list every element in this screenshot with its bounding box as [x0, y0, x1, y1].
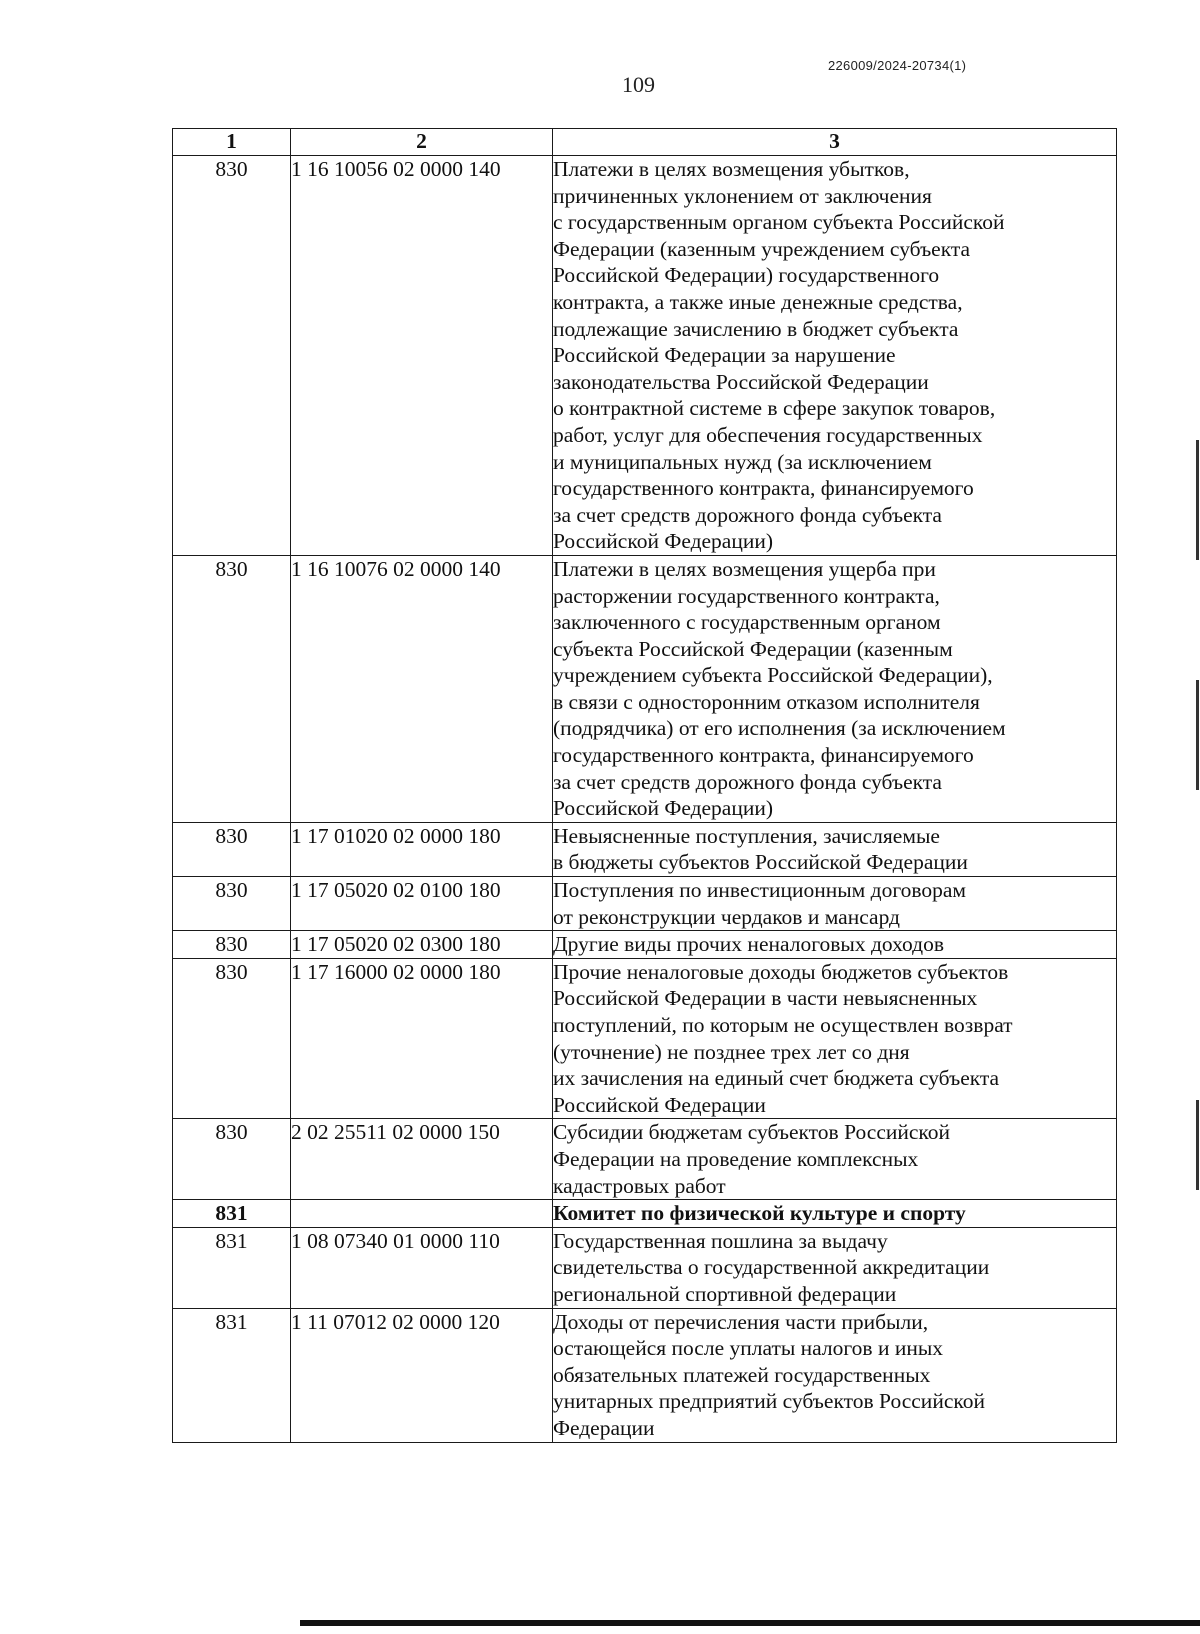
description-line: Российской Федерации) государственного: [553, 263, 940, 288]
scan-edge-mark: [1196, 440, 1199, 560]
description-line: Другие виды прочих неналоговых доходов: [553, 932, 945, 957]
description-cell: [553, 156, 1117, 556]
description-line: их зачисления на единый счет бюджета субъекта: [553, 1066, 1000, 1091]
description-cell: [553, 931, 1117, 959]
description-cell: [553, 822, 1117, 876]
description-line: в связи с односторонним отказом исполнителя: [553, 689, 980, 714]
admin-code-cell: 830: [173, 931, 291, 959]
description-line: Российской Федерации: [553, 1092, 766, 1117]
description-line: Федерации на проведение комплексных: [553, 1146, 919, 1171]
description-line: кадастровых работ: [553, 1173, 726, 1198]
budget-classification-table: [172, 128, 1117, 1443]
table-row: [173, 156, 1117, 556]
kbk-code-cell: 1 17 01020 02 0000 180: [291, 822, 553, 876]
description-line: (уточнение) не позднее трех лет со дня: [553, 1039, 910, 1064]
kbk-code-cell: 1 17 05020 02 0300 180: [291, 931, 553, 959]
kbk-code-cell: 1 16 10076 02 0000 140: [291, 555, 553, 822]
admin-code-cell: 831: [173, 1200, 291, 1228]
description-line: поступлений, по которым не осуществлен возврат: [553, 1013, 1013, 1037]
description-line: Комитет по физической культуре и спорту: [553, 1201, 966, 1226]
description-line: учреждением субъекта Российской Федерации),: [553, 663, 993, 688]
kbk-code-cell: 1 17 16000 02 0000 180: [291, 958, 553, 1119]
scan-edge-mark: [1196, 1100, 1199, 1190]
kbk-code-cell: 2 02 25511 02 0000 150: [291, 1119, 553, 1200]
description-line: Невыясненные поступления, зачисляемые: [553, 823, 940, 848]
description-line: Федерации (казенным учреждением субъекта: [553, 236, 971, 261]
kbk-code-cell: 1 08 07340 01 0000 110: [291, 1227, 553, 1308]
description-line: Российской Федерации в части невыясненных: [553, 986, 978, 1011]
description-line: в бюджеты субъектов Российской Федерации: [553, 850, 968, 875]
section-header-row: [173, 1200, 1117, 1228]
table-row: [173, 877, 1117, 931]
description-line: государственного контракта, финансируемого: [553, 476, 974, 501]
description-line: подлежащие зачислению в бюджет субъекта: [553, 316, 959, 341]
description-line: Платежи в целях возмещения ущерба при: [553, 556, 936, 581]
description-line: Поступления по инвестиционным договорам: [553, 878, 967, 903]
description-line: унитарных предприятий субъектов Российской: [553, 1389, 985, 1414]
description-line: от реконструкции чердаков и мансард: [553, 904, 900, 929]
description-line: расторжении государственного контракта,: [553, 583, 940, 608]
scan-edge-bar: [300, 1620, 1200, 1626]
description-cell: [553, 555, 1117, 822]
description-line: причиненных уклонением от заключения: [553, 183, 932, 208]
description-cell: [553, 1200, 1117, 1228]
description-line: работ, услуг для обеспечения государственных: [553, 422, 983, 447]
description-line: Платежи в целях возмещения убытков,: [553, 157, 910, 181]
description-line: контракта, а также иные денежные средства,: [553, 289, 963, 314]
description-line: Российской Федерации за нарушение: [553, 343, 896, 368]
page-number: 109: [622, 72, 655, 97]
description-line: Доходы от перечисления части прибыли,: [553, 1309, 929, 1334]
description-line: свидетельства о государственной аккредитации: [553, 1255, 990, 1280]
kbk-code-cell: 1 11 07012 02 0000 120: [291, 1308, 553, 1442]
column-header-3: 3: [553, 129, 1117, 156]
description-line: с государственным органом субъекта Российской: [553, 210, 1005, 235]
admin-code-cell: 831: [173, 1308, 291, 1442]
table-row: [173, 958, 1117, 1119]
table-row: [173, 1308, 1117, 1442]
description-line: региональной спортивной федерации: [553, 1281, 897, 1306]
kbk-code-cell: 1 16 10056 02 0000 140: [291, 156, 553, 556]
description-line: государственного контракта, финансируемого: [553, 743, 974, 768]
description-line: Российской Федерации): [553, 529, 774, 554]
admin-code-cell: 830: [173, 1119, 291, 1200]
document-registration-number: 226009/2024-20734(1): [828, 58, 967, 73]
description-line: заключенного с государственным органом: [553, 610, 941, 635]
description-line: (подрядчика) от его исполнения (за исключением: [553, 716, 1006, 741]
description-line: за счет средств дорожного фонда субъекта: [553, 502, 942, 527]
table-row: [173, 1227, 1117, 1308]
admin-code-cell: 830: [173, 822, 291, 876]
description-cell: [553, 1227, 1117, 1308]
table-row: [173, 931, 1117, 959]
table-body: [173, 156, 1117, 1443]
table-row: [173, 555, 1117, 822]
admin-code-cell: 831: [173, 1227, 291, 1308]
column-header-2: 2: [291, 129, 553, 156]
description-line: субъекта Российской Федерации (казенным: [553, 636, 953, 661]
kbk-code-cell: [291, 1200, 553, 1228]
description-line: Субсидии бюджетам субъектов Российской: [553, 1120, 951, 1145]
description-line: законодательства Российской Федерации: [553, 369, 929, 394]
description-cell: [553, 1119, 1117, 1200]
admin-code-cell: 830: [173, 555, 291, 822]
column-header-1: 1: [173, 129, 291, 156]
description-line: остающейся после уплаты налогов и иных: [553, 1336, 944, 1361]
description-cell: [553, 1308, 1117, 1442]
description-line: обязательных платежей государственных: [553, 1362, 931, 1387]
description-line: Российской Федерации): [553, 796, 774, 821]
table-row: [173, 822, 1117, 876]
table-header-row: [173, 129, 1117, 156]
description-line: за счет средств дорожного фонда субъекта: [553, 769, 942, 794]
description-line: и муниципальных нужд (за исключением: [553, 449, 932, 474]
description-line: о контрактной системе в сфере закупок товаров,: [553, 396, 996, 421]
description-cell: [553, 877, 1117, 931]
description-line: Государственная пошлина за выдачу: [553, 1228, 888, 1253]
admin-code-cell: 830: [173, 877, 291, 931]
admin-code-cell: 830: [173, 958, 291, 1119]
description-line: Прочие неналоговые доходы бюджетов субъектов: [553, 959, 1009, 984]
table-row: [173, 1119, 1117, 1200]
description-line: Федерации: [553, 1415, 655, 1440]
scan-edge-mark: [1196, 680, 1199, 790]
description-cell: [553, 958, 1117, 1119]
kbk-code-cell: 1 17 05020 02 0100 180: [291, 877, 553, 931]
admin-code-cell: 830: [173, 156, 291, 556]
